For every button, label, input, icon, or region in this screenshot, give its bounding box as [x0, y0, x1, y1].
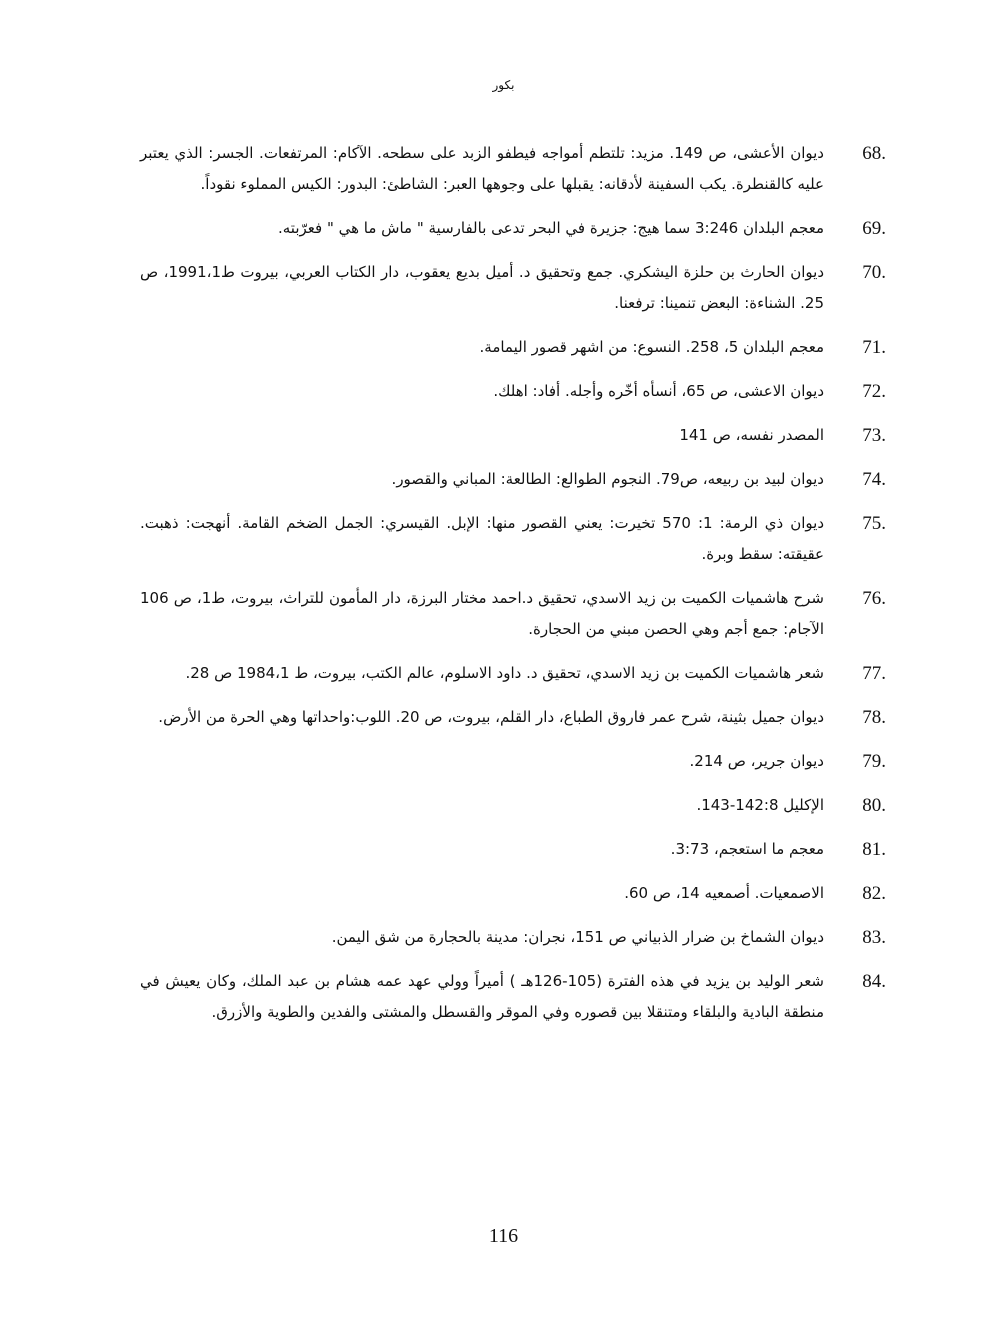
endnote-item [140, 834, 886, 865]
endnote-number: 78. [862, 707, 886, 728]
endnote-number: 83. [862, 927, 886, 948]
endnote-number: 79. [862, 751, 886, 772]
running-header: بكور [492, 78, 515, 92]
endnote-number: 73. [862, 425, 886, 446]
endnote-number: 77. [862, 663, 886, 684]
endnote-text: شرح هاشميات الكميت بن زيد الاسدي، تحقيق د.احمد مختار البرزة، دار المأمون للتراث، بيروت، ط1، ص 106 الآجام: جمع أجم وهي الحصن مبني من الحجارة. [140, 589, 824, 638]
endnote-item [140, 332, 886, 363]
endnote-text: الاصمعيات. أصمعيه 14، ص 60. [624, 884, 824, 902]
endnote-item [140, 257, 886, 319]
endnote-number: 71. [862, 337, 886, 358]
endnote-text: ديوان جميل بثينة، شرح عمر فاروق الطباع، دار القلم، بيروت، ص 20. اللوب:واحداتها وهي الحرة من الأرض. [158, 708, 824, 726]
endnote-text: ديوان ذي الرمة: 1: 570 تخيرت: يعني القصور منها: الإبل. القيسري: الجمل الضخم القامة. أنهجت: ذهبت. عقيقته: سقط وبرة. [140, 514, 825, 563]
endnotes-list [140, 138, 886, 1041]
endnote-text: ديوان لبيد بن ربيعه، ص79. النجوم الطوالع: الطالعة: المباني والقصور. [391, 470, 824, 488]
endnote-number: 75. [862, 513, 886, 534]
endnote-number: 68. [862, 143, 886, 164]
endnote-number: 80. [862, 795, 886, 816]
endnote-text: المصدر نفسه، ص 141 [679, 426, 824, 444]
endnote-text: ديوان الاعشى، ص 65، أنسأه أخّره وأجله. أفاد: اهلك. [493, 382, 824, 400]
endnote-text: الإكليل 142:8-143. [696, 796, 824, 814]
endnote-item [140, 746, 886, 777]
endnote-number: 74. [862, 469, 886, 490]
endnote-text: ديوان الشماخ بن ضرار الذبياني ص 151، نجران: مدينة بالحجارة من شق اليمن. [331, 928, 824, 946]
endnote-item [140, 790, 886, 821]
endnote-item [140, 420, 886, 451]
endnote-item [140, 966, 886, 1028]
endnote-item [140, 138, 886, 200]
endnote-number: 82. [862, 883, 886, 904]
endnote-number: 72. [862, 381, 886, 402]
endnote-text: شعر هاشميات الكميت بن زيد الاسدي، تحقيق د. داود الاسلوم، عالم الكتب، بيروت، ط 1984،1 ص 28. [185, 664, 824, 682]
endnote-item [140, 922, 886, 953]
endnote-item [140, 658, 886, 689]
endnote-text: ديوان الأعشى، ص 149. مزيد: تلتطم أمواجه فيطفو الزبد على سطحه. الآكام: المرتفعات. الجسر: الذي يعتبر عليه كالقنطرة. يكب السفينة لأدقانه: يقبلها على وجوهها العبر: الشاطئ: البدور: الكيس المملوء نقوداً. [140, 144, 824, 193]
endnote-number: 70. [862, 262, 886, 283]
endnote-number: 84. [862, 971, 886, 992]
endnote-number: 69. [862, 218, 886, 239]
endnote-text: ديوان الحارث بن حلزة اليشكري. جمع وتحقيق د. أميل بديع يعقوب، دار الكتاب العربي، بيروت ط1991،1، ص 25. الشناءة: البعض تنمينا: ترفعنا. [140, 263, 825, 312]
endnote-number: 76. [862, 588, 886, 609]
endnote-item [140, 702, 886, 733]
endnote-item [140, 213, 886, 244]
endnote-item [140, 878, 886, 909]
endnote-item [140, 583, 886, 645]
endnote-text: معجم البلدان 3:246 سما هيج: جزيرة في البحر تدعى بالفارسية " ماش ما هي " فعرّبته. [277, 219, 824, 237]
endnote-item [140, 376, 886, 407]
endnote-number: 81. [862, 839, 886, 860]
endnote-text: شعر الوليد بن يزيد في هذه الفترة (105-126هـ ) أميراً وولي عهد عمه هشام بن عبد الملك، وكان يعيش في منطقة البادية والبلقاء ومتنقلا بين قصوره وفي الموقر والقسطل والمشتى والفدين والطوية والأزرق. [140, 972, 824, 1021]
endnote-text: معجم البلدان 5، 258. النسوع: من اشهر قصور اليمامة. [479, 338, 824, 356]
endnote-text: معجم ما استعجم، 3:73. [670, 840, 824, 858]
endnote-item [140, 508, 886, 570]
endnote-text: ديوان جرير، ص 214. [689, 752, 824, 770]
endnote-item [140, 464, 886, 495]
page-number: 116 [488, 1225, 519, 1247]
